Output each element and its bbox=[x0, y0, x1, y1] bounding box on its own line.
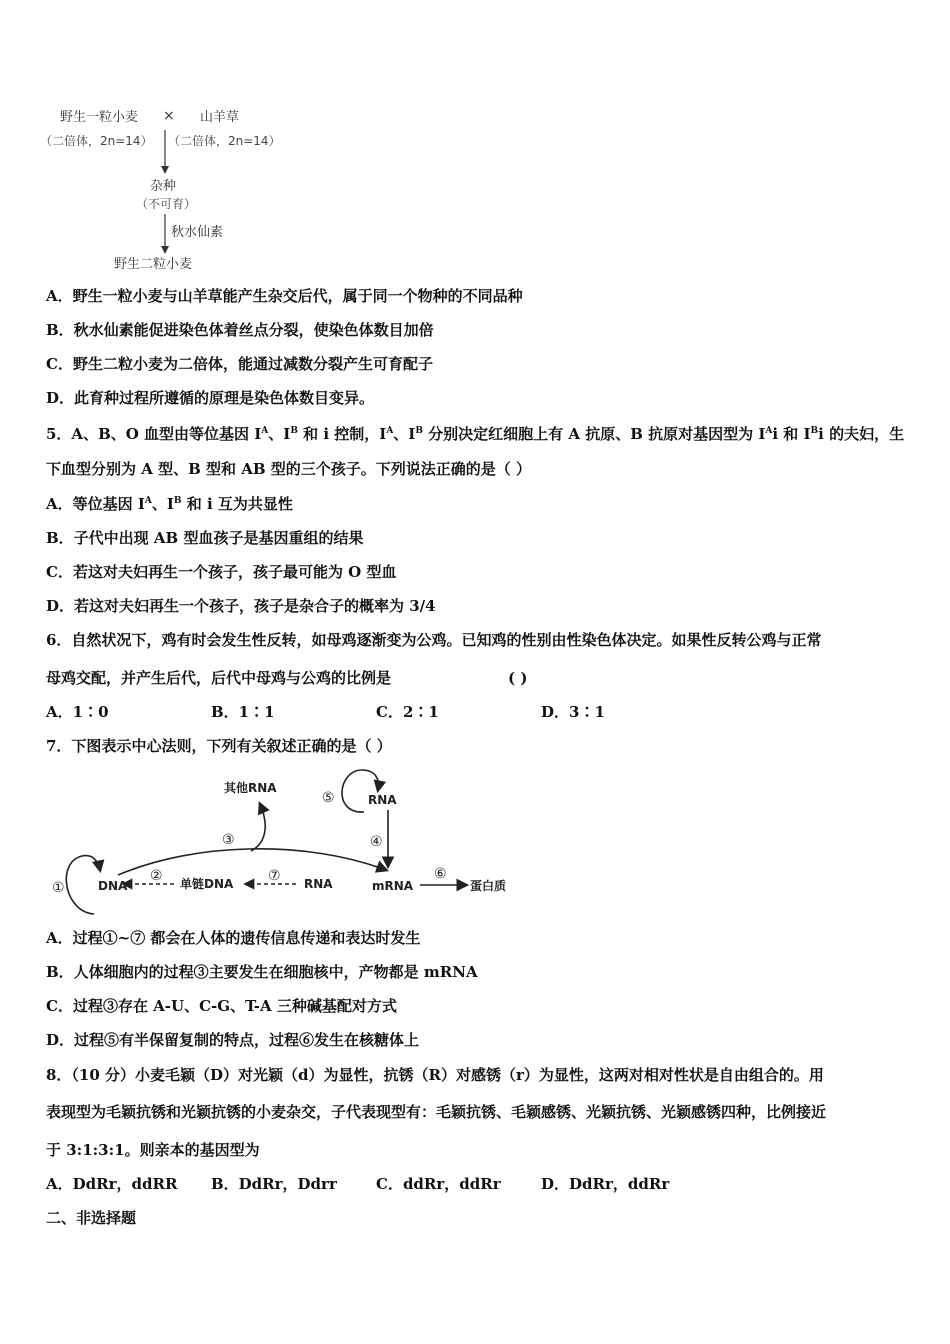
process-7-label: ⑦ bbox=[268, 868, 281, 884]
q5-option-b: B．子代中出现 AB 型血孩子是基因重组的结果 bbox=[46, 529, 364, 547]
protein-node: 蛋白质 bbox=[470, 879, 507, 893]
q7-option-a: A．过程①~⑦ 都会在人体的遗传信息传递和表达时发生 bbox=[46, 929, 421, 947]
process-5-label: ⑤ bbox=[322, 790, 335, 806]
other-rna-node: 其他RNA bbox=[224, 781, 277, 795]
q4-option-a: A．野生一粒小麦与山羊草能产生杂交后代，属于同一个物种的不同品种 bbox=[46, 287, 523, 305]
q6-option-c: C．2∶1 bbox=[376, 703, 439, 721]
process-3-label: ③ bbox=[222, 832, 235, 848]
dna-replication-loop bbox=[66, 856, 100, 914]
q5-option-d: D．若这对夫妇再生一个孩子，孩子是杂合子的概率为 3/4 bbox=[46, 597, 436, 615]
q4-option-d: D．此育种过程所遵循的原理是染色体数目变异。 bbox=[46, 389, 375, 407]
q5-stem-line2: 下血型分别为 A 型、B 型和 AB 型的三个孩子。下列说法正确的是（ ） bbox=[46, 460, 531, 478]
q6-answer-paren: ( ) bbox=[508, 669, 528, 687]
q8-stem-line1: 8．（10 分）小麦毛颖（D）对光颖（d）为显性，抗锈（R）对感锈（r）为显性，这两对相对性状是自由组合的。用 bbox=[46, 1066, 824, 1084]
ploidy2-label: （二倍体，2n=14） bbox=[168, 134, 281, 148]
q8-option-d: D．DdRr，ddRr bbox=[541, 1175, 670, 1193]
process-1-label: ① bbox=[52, 880, 65, 896]
q6-option-d: D．3∶1 bbox=[541, 703, 605, 721]
sterile-label: （不可育） bbox=[136, 197, 197, 211]
q7-stem: 7．下图表示中心法则，下列有关叙述正确的是（ ） bbox=[46, 737, 392, 755]
q6-option-b: B．1∶1 bbox=[211, 703, 275, 721]
arrow-head-1 bbox=[161, 166, 169, 174]
q4-option-c: C．野生二粒小麦为二倍体，能通过减数分裂产生可育配子 bbox=[46, 355, 433, 373]
q6-option-a: A．1∶0 bbox=[46, 703, 109, 721]
q5-option-c: C．若这对夫妇再生一个孩子，孩子最可能为 O 型血 bbox=[46, 563, 397, 581]
process-4-label: ④ bbox=[370, 834, 383, 850]
q6-stem-line1: 6．自然状况下，鸡有时会发生性反转，如母鸡逐渐变为公鸡。已知鸡的性别由性染色体决定。如果性反转公鸡与正常 bbox=[46, 631, 822, 649]
ploidy1-label: （二倍体，2n=14） bbox=[40, 134, 153, 148]
q8-stem-line2: 表现型为毛颖抗锈和光颖抗锈的小麦杂交，子代表现型有：毛颖抗锈、毛颖感锈、光颖抗锈、光颖感锈四种，比例接近 bbox=[46, 1103, 827, 1121]
q8-option-b: B．DdRr，Ddrr bbox=[211, 1175, 337, 1193]
q5-stem-line1: 5．A、B、O 血型由等位基因 $I^A$、$I^B$ 和 i 控制，$I^A$、$I^B$ 分别决定红细胞上有 A 抗原、B 抗原对基因型为 $I^Ai$ 和 $I^Bi$ 的夫妇，生 bbox=[46, 425, 905, 443]
other-rna-branch bbox=[251, 804, 265, 851]
parent1-label: 野生一粒小麦 bbox=[60, 110, 139, 125]
rna-top-node: RNA bbox=[368, 793, 397, 807]
q7-option-b: B．人体细胞内的过程③主要发生在细胞核中，产物都是 mRNA bbox=[46, 963, 478, 981]
q8-option-c: C．ddRr，ddRr bbox=[376, 1175, 501, 1193]
dna-node: DNA bbox=[98, 879, 128, 893]
q8-stem-line3: 于 3:1:3:1。则亲本的基因型为 bbox=[46, 1141, 260, 1159]
parent2-label: 山羊草 bbox=[200, 110, 240, 125]
rna-mid-node: RNA bbox=[304, 877, 333, 891]
q6-stem-line2: 母鸡交配，并产生后代，后代中母鸡与公鸡的比例是 ( ) bbox=[46, 669, 528, 687]
section-heading: 二、非选择题 bbox=[46, 1209, 137, 1227]
q8-option-a: A．DdRr，ddRR bbox=[46, 1175, 178, 1193]
process-6-label: ⑥ bbox=[434, 866, 447, 882]
ssdna-node: 单链DNA bbox=[180, 877, 234, 891]
arrow-head-2 bbox=[161, 246, 169, 254]
central-dogma-diagram bbox=[46, 762, 516, 922]
hybrid-label: 杂种 bbox=[150, 179, 177, 194]
mrna-node: mRNA bbox=[372, 879, 414, 893]
q7-option-d: D．过程⑤有半保留复制的特点，过程⑥发生在核糖体上 bbox=[46, 1031, 420, 1049]
q4-option-b: B．秋水仙素能促进染色体着丝点分裂，使染色体数目加倍 bbox=[46, 321, 434, 339]
process-2-label: ② bbox=[150, 868, 163, 884]
treatment-label: 秋水仙素 bbox=[171, 225, 224, 240]
q7-option-c: C．过程③存在 A-U、C-G、T-A 三种碱基配对方式 bbox=[46, 997, 397, 1015]
q5-option-a: A．等位基因 $I^A$、$I^B$ 和 i 互为共显性 bbox=[46, 495, 293, 513]
result-label: 野生二粒小麦 bbox=[114, 257, 193, 272]
cross-symbol: × bbox=[163, 108, 175, 124]
breeding-diagram bbox=[40, 100, 300, 280]
